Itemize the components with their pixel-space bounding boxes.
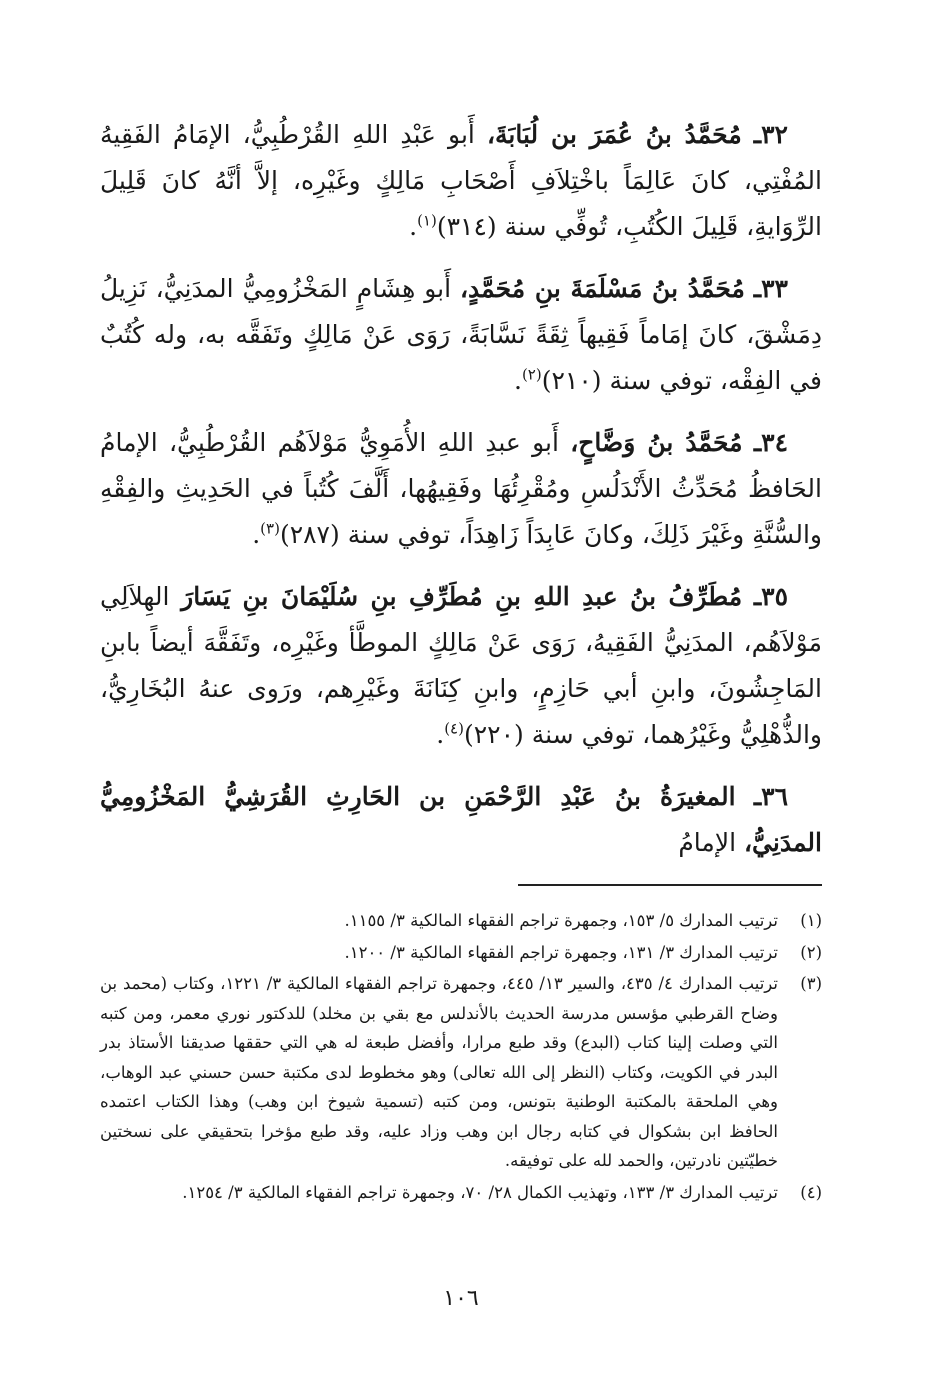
footnotes <box>100 906 822 1207</box>
entry-35 <box>100 574 822 758</box>
entry-name: مُحَمَّدُ بنُ مَسْلَمَةَ بنِ مُحَمَّدٍ، <box>459 274 745 303</box>
entry-text: الإمامُ <box>678 828 737 857</box>
footnote-4 <box>100 1178 822 1208</box>
footnote-ref[interactable]: (٢) <box>521 365 542 384</box>
entry-number: ٣٣ـ <box>753 274 788 303</box>
footnote-ref[interactable]: (٣) <box>260 519 280 538</box>
entry-number: ٣٥ـ <box>753 582 788 611</box>
entry-34 <box>100 420 822 558</box>
entry-text: أَبو عَبْدِ اللهِ القُرْطُبِيُّ، الإمَامُ الفَقِيهُ المُفْتِي، كانَ عَالِمَاً باخْتِلاَفِ أَصْحَابِ مَالِكٍ وغَيْرِه، إلاَّ أنَّهُ كانَ قَلِيلَ الرِّوَايةِ، قَلِيلَ الكُتُبِ، تُوفِّي سنة (٣١٤) <box>100 120 822 241</box>
footnote-number: (٢) <box>800 942 822 962</box>
entry-end: . <box>513 366 522 395</box>
entry-36 <box>100 774 822 866</box>
footnote-ref[interactable]: (١) <box>417 211 437 230</box>
book-page <box>100 112 822 1352</box>
entry-name: المغيرَةُ بنُ عَبْدِ الرَّحْمَنِ بن الحَارِثِ القُرَشِيُّ المَخْزُومِيُّ المدَنِيُّ، <box>100 782 822 857</box>
entry-number: ٣٢ـ <box>753 120 788 149</box>
footnote-number: (٤) <box>800 1182 822 1202</box>
page-number: ١٠٦ <box>443 1286 479 1311</box>
entry-text: الهِلاَلِي مَوْلاَهُم، المدَنِيُّ الفَقِيهُ، رَوَى عَنْ مَالِكٍ الموطَّأ وغَيْرِه، وتَفَقَّهَ أيضاً بابنِ المَاجِشُونَ، وابنِ أبي حَازِمٍ، وابنِ كِنَانَةَ وغَيْرِهم، ورَوى عنهُ البُخَارِيُّ، والذُّهْلِيُّ وغَيْرُهما، توفي سنة (٢٢٠) <box>100 582 822 749</box>
entry-33 <box>100 266 822 404</box>
entry-number: ٣٦ـ <box>753 782 788 811</box>
entry-name: مُحَمَّدُ بنُ وَضَّاحٍ، <box>570 428 743 457</box>
footnote-text: ترتيب المدارك ٤/ ٤٣٥، والسير ١٣/ ٤٤٥، وجمهرة تراجم الفقهاء المالكية ٣/ ١٢٢١، وكتاب (محمد بن وضاح القرطبي مؤسس مدرسة الحديث بالأندلس مع بقي بن مخلد) للدكتور نوري معمر، ومن كتبه التي وصلت إلينا كتاب (البدع) وقد طبع مرارا، وأفضل طبعة له هي التي حققها صديقنا الأستاذ بدر البدر في الكويت، وكتاب (النظر إلى الله تعالى) وهو مخطوط لدى مكتبة حسن حسني عبد الوهاب، وهي الملحقة بالمكتبة الوطنية بتونس، ومن كتبه (تسمية شيوخ ابن وهب) وهذا الكتاب اعتمده الحافظ ابن بشكوال في كتابه رجال ابن وهب وزاد عليه، وقد طبع مؤخرا بتحقيقي على نسختين خطيّتين نادرتين، والحمد لله على توفيقه. <box>100 974 778 1170</box>
footnote-3 <box>100 969 822 1176</box>
entry-end: . <box>409 212 418 241</box>
entry-name: مُحَمَّدُ بنُ عُمَرَ بن لُبَابَةَ، <box>486 120 742 149</box>
entry-name: مُطَرِّفُ بنُ عبدِ اللهِ بنِ مُطَرِّفِ بنِ سُلَيْمَانَ بنِ يَسَارَ <box>181 582 743 611</box>
entry-end: . <box>436 720 445 749</box>
footnote-2 <box>100 938 822 968</box>
footnote-number: (٣) <box>800 974 822 993</box>
footnote-text: ترتيب المدارك ٣/ ١٣١، وجمهرة تراجم الفقهاء المالكية ٣/ ١٢٠٠. <box>344 942 778 962</box>
entry-number: ٣٤ـ <box>753 428 788 457</box>
footnote-number: (١) <box>800 911 822 930</box>
footnote-text: ترتيب المدارك ٣/ ١٣٣، وتهذيب الكمال ٢٨/ ٧٠، وجمهرة تراجم الفقهاء المالكية ٣/ ١٢٥٤. <box>182 1182 778 1202</box>
footnote-ref[interactable]: (٤) <box>444 719 464 738</box>
footnote-separator <box>518 884 822 886</box>
entry-text: أَبو عبدِ اللهِ الأُمَوِيُّ مَوْلاَهُم القُرْطُبِيُّ، الإمامُ الحَافظُ مُحَدِّثُ الأَنْدَلُسِ ومُقْرِئُهَا وفَقِيهُها، أَلَّفَ كُتُباً في الحَدِيثِ والفِقْهِ والسُّنَّةِ وغَيْرَ ذَلِكَ، وكانَ عَابِدَاً زَاهِدَاً، توفي سنة (٢٨٧) <box>100 428 822 549</box>
entry-text: أَبو هِشَامٍ المَخْزُومِيُّ المدَنِيُّ، نَزِيلُ دِمَشْقَ، كانَ إمَاماً فَقِيهاً ثِقَةً نَسَّابَةً، رَوَى عَنْ مَالِكٍ وتَفَقَّه به، وله كُتُبٌ في الفِقْه، توفي سنة (٢١٠) <box>100 274 822 395</box>
entry-end: . <box>252 520 261 549</box>
biography-entries <box>100 112 822 866</box>
footnote-text: ترتيب المدارك ٥/ ١٥٣، وجمهرة تراجم الفقهاء المالكية ٣/ ١١٥٥. <box>344 911 778 930</box>
entry-32 <box>100 112 822 250</box>
footnote-1 <box>100 906 822 936</box>
